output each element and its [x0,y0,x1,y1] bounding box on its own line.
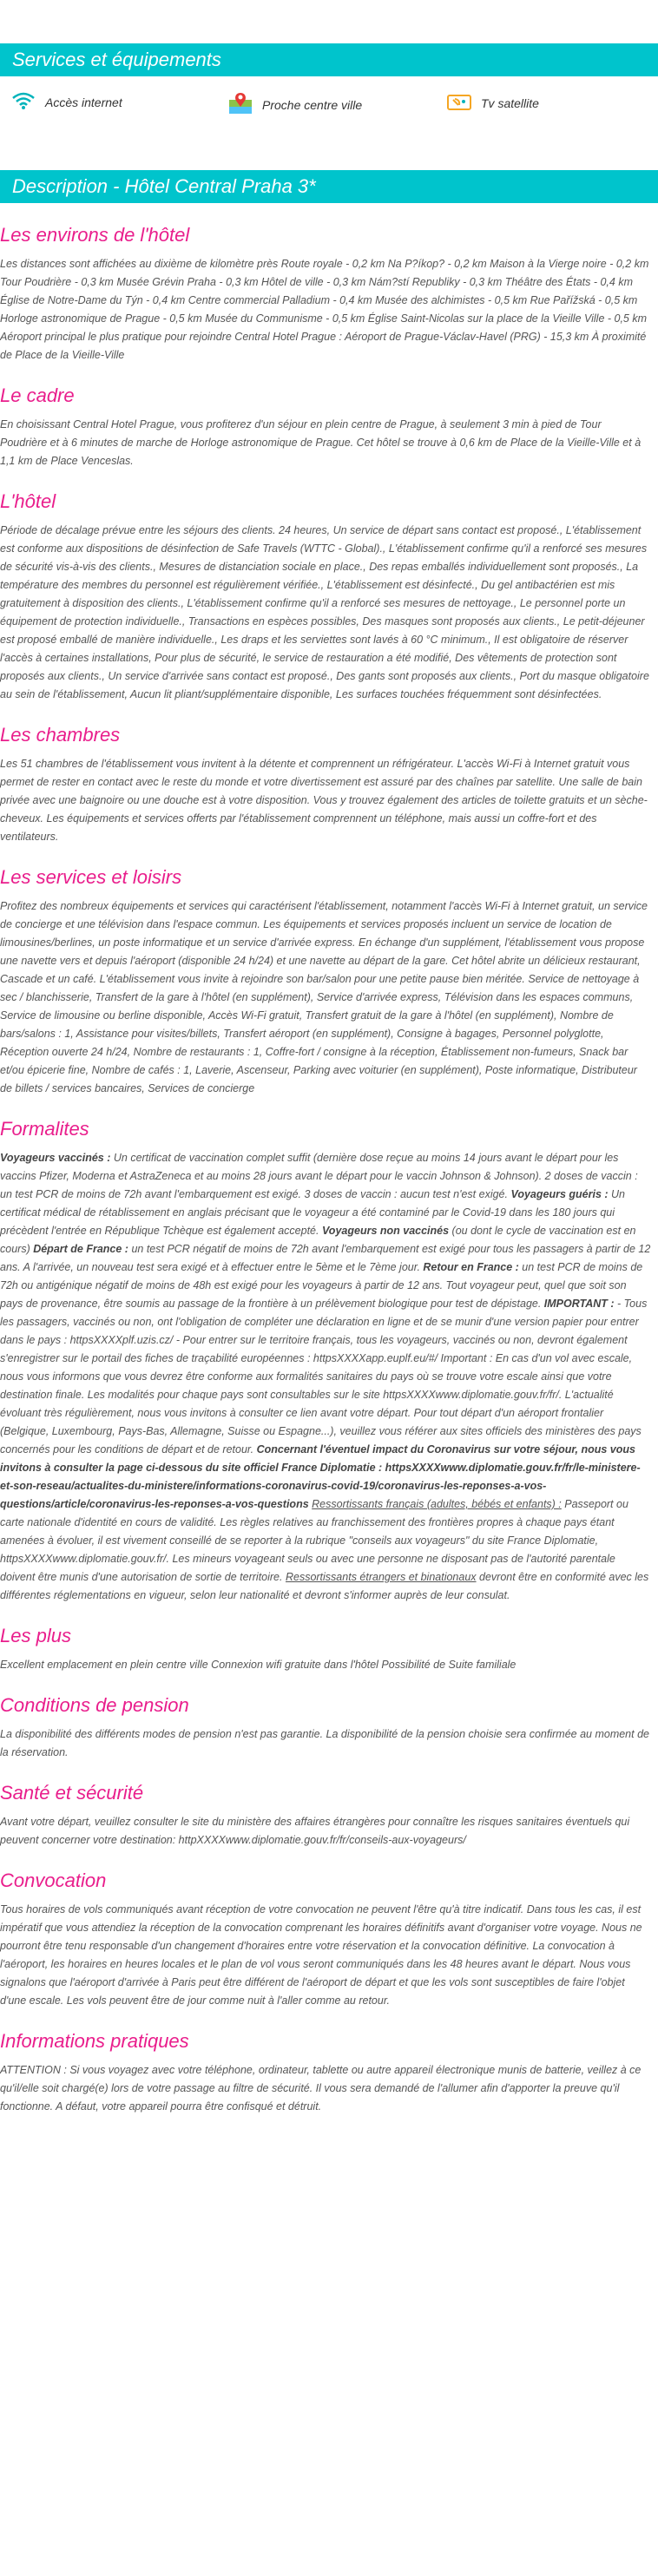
section-title: Les plus [0,1625,71,1646]
section-text [0,1149,651,1605]
section-title: Conditions de pension [0,1694,189,1716]
section-text: La disponibilité des différents modes de pension n'est pas garantie. La disponibilité de la pension choisie sera confirmée au moment de la réservation. [0,1728,649,1758]
text-retour: un test PCR de moins de 72h ou antigénique négatif de moins de 48h est exigé pour les voyageurs à partir de 12 ans. Tout voyageur peut, quel que soit son pays de provenance, être soumis au passage de la frontière à un prélèvement biologique pour test de dépistage. [0,1261,643,1310]
label-concernant: Concernant l'éventuel impact du Coronavirus sur votre séjour, nous vous invitons à consulter la page ci-dessous du site officiel France Diplomatie : httpsXXXXwww.diplomatie.gouv.fr/fr/le-ministere-et-son-reseau/actualites-du-ministere/informations-coronavirus-covid-19/coronavirus-les-reponses-a-vos-questions/article/coronavirus-les-reponses-a-vos-questions [0,1443,641,1510]
section-title: L'hôtel [0,490,56,512]
service-item-internet [10,91,122,113]
section-title: Les services et loisirs [0,866,182,888]
section-title: Convocation [0,1870,107,1891]
services-header [0,43,658,76]
label-ressortissants-etrangers: Ressortissants étrangers et binationaux [285,1571,477,1583]
section-loisirs [0,866,651,1098]
section-text: Avant votre départ, veuillez consulter le site du ministère des affaires étrangères pour connaître les risques sanitaires éventuels qui peuvent concerner votre destination: httpXXXXwww.diplomatie.gouv.fr/fr/conseils-aux-voyageurs/ [0,1816,630,1846]
section-pratiques [0,2030,651,2116]
services-list [0,91,658,126]
text-etrangers: devront être en conformité avec les différentes réglementations en vigueur, selon leur nationalité et devront s'informer auprès de leur consulat. [0,1571,649,1601]
text-depart: un test PCR négatif de moins de 72h avant l'embarquement est exigé pour tous les passagers à partir de 12 ans. A l'arrivée, un nouveau test sera exigé et à effectuer entre le 5ème et le 7ème jour. [0,1243,651,1273]
label-ressortissants-francais: Ressortissants français (adultes, bébés et enfants) : [312,1498,562,1510]
section-cadre [0,384,651,470]
wifi-icon [10,91,45,113]
section-title: Santé et sécurité [0,1782,144,1804]
service-item-tv [446,91,539,115]
text-ressortissants: Passeport ou carte nationale d'identité en cours de validité. Les règles relatives au franchissement des frontières propres à chaque pays étant amenées à évoluer, il est vivement conseillé de se reporter à la rubrique "conseils aux voyageurs" du site France Diplomatie, httpsXXXXwww.diplomatie.gouv.fr/. Les mineurs voyageant seuls ou avec une personne ne disposant pas de l'autorité parentale doivent être munis d'une autorisation de sortie de territoire. [0,1498,628,1583]
text-non-vaccines: (ou dont le cycle de vaccination est en cours) [0,1225,636,1255]
text-important: - Tous les passagers, vaccinés ou non, ont l'obligation de compléter une déclaration en ligne et de se munir d'une version papier pour entrer dans le pays : httpsXXXXplf.uzis.cz/ - Pour entrer sur le territoire français, tous les voyageurs, vaccinés ou non, devront également s'enregistrer sur le portail des fiches de traçabilité européennes : httpsXXXXapp.euplf.eu/#/ Important : En cas d'un vol avec escale, nous vous informons que vous devrez être conforme aux formalités sanitaires du pays où se trouve votre escale ainsi que votre destination finale. Les modalités pour chaque pays sont consultables sur le site httpsXXXXwww.diplomatie.gouv.fr/fr/. L'actualité évoluant très régulièrement, nous vous invitons à consulter ce lien avant votre départ. Pour tout départ d'un aéroport frontalier (Belgique, Luxembourg, Pays-Bas, Allemagne, Suisse ou Espagne...), veuillez vous référer aux sites officiels des ministères des pays concernés pour les conditions de départ et de retour. [0,1298,648,1456]
section-title: Formalites [0,1118,89,1140]
service-label: Tv satellite [481,95,539,110]
section-text: Tous horaires de vols communiqués avant réception de votre convocation ne peuvent l'être qu'à titre indicatif. Dans tous les cas, il est impératif que vous attendiez la réception de la convocation comprenant les horaires définitifs avant d'organiser votre voyage. Nous ne pourront être tenu responsable d'un changement d'horaires entre votre réservation et la convocation définitive. La convocation à l'aéroport, les horaires en heures locales et le plan de vol vous seront communiqués dans les 48 heures avant le départ. Nous vous signalons que l'aéroport d'arrivée à Paris peut être différent de l'aéroport de départ et que les vols sont susceptibles de faire l'objet d'une escale. Les vols peuvent être de jour comme nuit à l'aller comme au retour. [0,1903,642,2007]
section-text: Profitez des nombreux équipements et services qui caractérisent l'établissement, notamment l'accès Wi-Fi à Internet gratuit, un service de concierge et une télévision dans l'espace commun. Les équipements et services proposés incluent un service de location de limousines/berlines, un poste informatique et un service d'arrivée express. En échange d'un supplément, l'établissement vous propose une navette vers et depuis l'aéroport (disponible 24 h/24) et une navette au départ de la gare. Cet hôtel abrite un délicieux restaurant, Cascade et un café. L'établissement vous invite à rejoindre son bar/salon pour une petite pause bien méritée. Service de nettoyage à sec / blanchisserie, Transfert de la gare à l'hôtel (en supplément), Service d'arrivée express, Télévision dans les espaces communs, Service de limousine ou berline disponible, Accès Wi-Fi gratuit, Transfert gratuit de la gare à l'hôtel (en supplément), Nombre de bars/salons : 1, Assistance pour visites/billets, Transfert aéroport (en supplément), Consigne à bagages, Personnel polyglotte, Réception ouverte 24 h/24, Nombre de restaurants : 1, Coffre-fort / consigne à la réception, Établissement non-fumeurs, Snack bar et/ou épicerie fine, Nombre de cafés : 1, Laverie, Ascenseur, Parking avec voiturier (en supplément), Poste informatique, Distributeur de billets / services bancaires, Services de concierge [0,900,648,1094]
section-title: Les chambres [0,724,121,746]
section-text: Les 51 chambres de l'établissement vous invitent à la détente et comprennent un réfrigérateur. L'accès Wi-Fi à Internet gratuit vous permet de rester en contact avec le reste du monde et votre divertissement est assuré par des chaînes par satellite. Une salle de bain privée avec une baignoire ou une douche est à votre disposition. Vous y trouvez également des articles de toilette gratuits et un sèche-cheveux. Les équipements et services offerts par l'établissement comprennent un téléphone, mais aussi un coffre-fort et des ventilateurs. [0,758,648,843]
section-title: Le cadre [0,384,75,406]
section-text: Les distances sont affichées au dixième de kilomètre près Route royale - 0,2 km Na P?íkop? - 0,2 km Maison à la Vierge noire - 0,2 km Tour Poudrière - 0,3 km Musée Grévin Praha - 0,3 km Hôtel de ville - 0,3 km Nám?stí Republiky - 0,3 km Théâtre des États - 0,4 km Église de Notre-Dame du Týn - 0,4 km Centre commercial Palladium - 0,4 km Musée des alchimistes - 0,5 km Rue Pařížská - 0,5 km Horloge astronomique de Prague - 0,5 km Musée du Communisme - 0,5 km Église Saint-Nicolas sur la place de la Vieille Ville - 0,5 km Aéroport principal le plus pratique pour rejoindre Central Hotel Prague : Aéroport de Prague-Václav-Havel (PRG) - 15,3 km À proximité de Place de la Vieille-Ville [0,258,649,361]
description-header-title: Description - Hôtel Central Praha 3* [12,175,316,197]
text-gueris: Un certificat médical de rétablissement en anglais précisant que le voyageur a été contaminé par le Covid-19 dans les 180 jours qui précèdent l'entrée en République Tchèque est également accepté. [0,1188,625,1237]
section-convocation [0,1870,651,2010]
service-label: Accès internet [45,95,122,109]
text-vaccines: Un certificat de vaccination complet suffit (dernière dose reçue au moins 14 jours avant le départ pour les vaccins Pfizer, Moderna et AstraZeneca et au moins 28 jours avant le départ pour le vaccin Johnson & Johnson). 2 doses de vaccin : un test PCR de moins de 72h avant l'embarquement est exigé. 3 doses de vaccin : aucun test n'est exigé. [0,1152,638,1200]
label-vaccines: Voyageurs vaccinés : [0,1152,111,1164]
map-pin-icon [227,91,262,118]
section-chambres [0,724,651,846]
description-content [0,224,651,2136]
section-pension [0,1694,651,1762]
section-formalites [0,1118,651,1605]
section-title: Informations pratiques [0,2030,189,2052]
label-gueris: Voyageurs guéris : [510,1188,609,1200]
services-header-title: Services et équipements [12,49,221,70]
label-important: IMPORTANT : [543,1298,615,1310]
section-environs [0,224,651,365]
section-text: ATTENTION : Si vous voyagez avec votre téléphone, ordinateur, tablette ou autre appareil électronique munis de batterie, veillez à ce qu'il/elle soit chargé(e) lors de votre passage au filtre de sécurité. Il vous sera demandé de l'allumer afin d'apporter la preuve qu'il fonctionne. A défaut, votre appareil pourra être confisqué et détruit. [0,2064,642,2113]
section-text: Excellent emplacement en plein centre ville Connexion wifi gratuite dans l'hôtel Possibilité de Suite familiale [0,1659,517,1671]
section-sante [0,1782,651,1850]
label-non-vaccines: Voyageurs non vaccinés [321,1225,450,1237]
label-depart: Départ de France : [33,1243,128,1255]
section-plus [0,1625,651,1674]
service-item-centre [227,91,362,118]
satellite-tv-icon [446,91,481,115]
section-text: Période de décalage prévue entre les séjours des clients. 24 heures, Un service de départ sans contact est proposé., L'établissement est conforme aux dispositions de désinfection de Safe Travels (WTTC - Global)., L'établissement confirme qu'il a renforcé ses mesures de sécurité vis-à-vis des clients., Mesures de distanciation sociale en place., Des repas emballés individuellement sont proposés., La température des membres du personnel est régulièrement vérifiée., L'établissement est désinfecté., Du gel antibactérien est mis gratuitement à disposition des clients., L'établissement confirme qu'il a renforcé ses mesures de nettoyage., Le personnel porte un équipement de protection individuelle., Transactions en espèces possibles, Des masques sont proposés aux clients., Le petit-déjeuner est proposé emballé de manière individuelle., Les draps et les serviettes sont lavés à 60 °C minimum., Il est obligatoire de réserver l'accès à certaines installations, Pour plus de sécurité, le service de restauration a été modifié, Des vêtements de protection sont proposés aux clients., Un service d'arrivée sans contact est proposé., Des gants sont proposés aux clients., Port du masque obligatoire au sein de l'établissement, Aucun lit pliant/supplémentaire disponible, Les surfaces touchées fréquemment sont désinfectées. [0,524,649,700]
service-label: Proche centre ville [262,97,363,112]
section-hotel [0,490,651,704]
section-text: En choisissant Central Hotel Prague, vous profiterez d'un séjour en plein centre de Prague, à seulement 3 min à pied de Tour Poudrière et à 6 minutes de marche de Horloge astronomique de Prague. Cet hôtel se trouve à 0,6 km de Place de la Vieille-Ville et à 1,1 km de Place Venceslas. [0,418,642,467]
label-retour: Retour en France : [423,1261,519,1273]
section-title: Les environs de l'hôtel [0,224,190,246]
description-header [0,170,658,203]
